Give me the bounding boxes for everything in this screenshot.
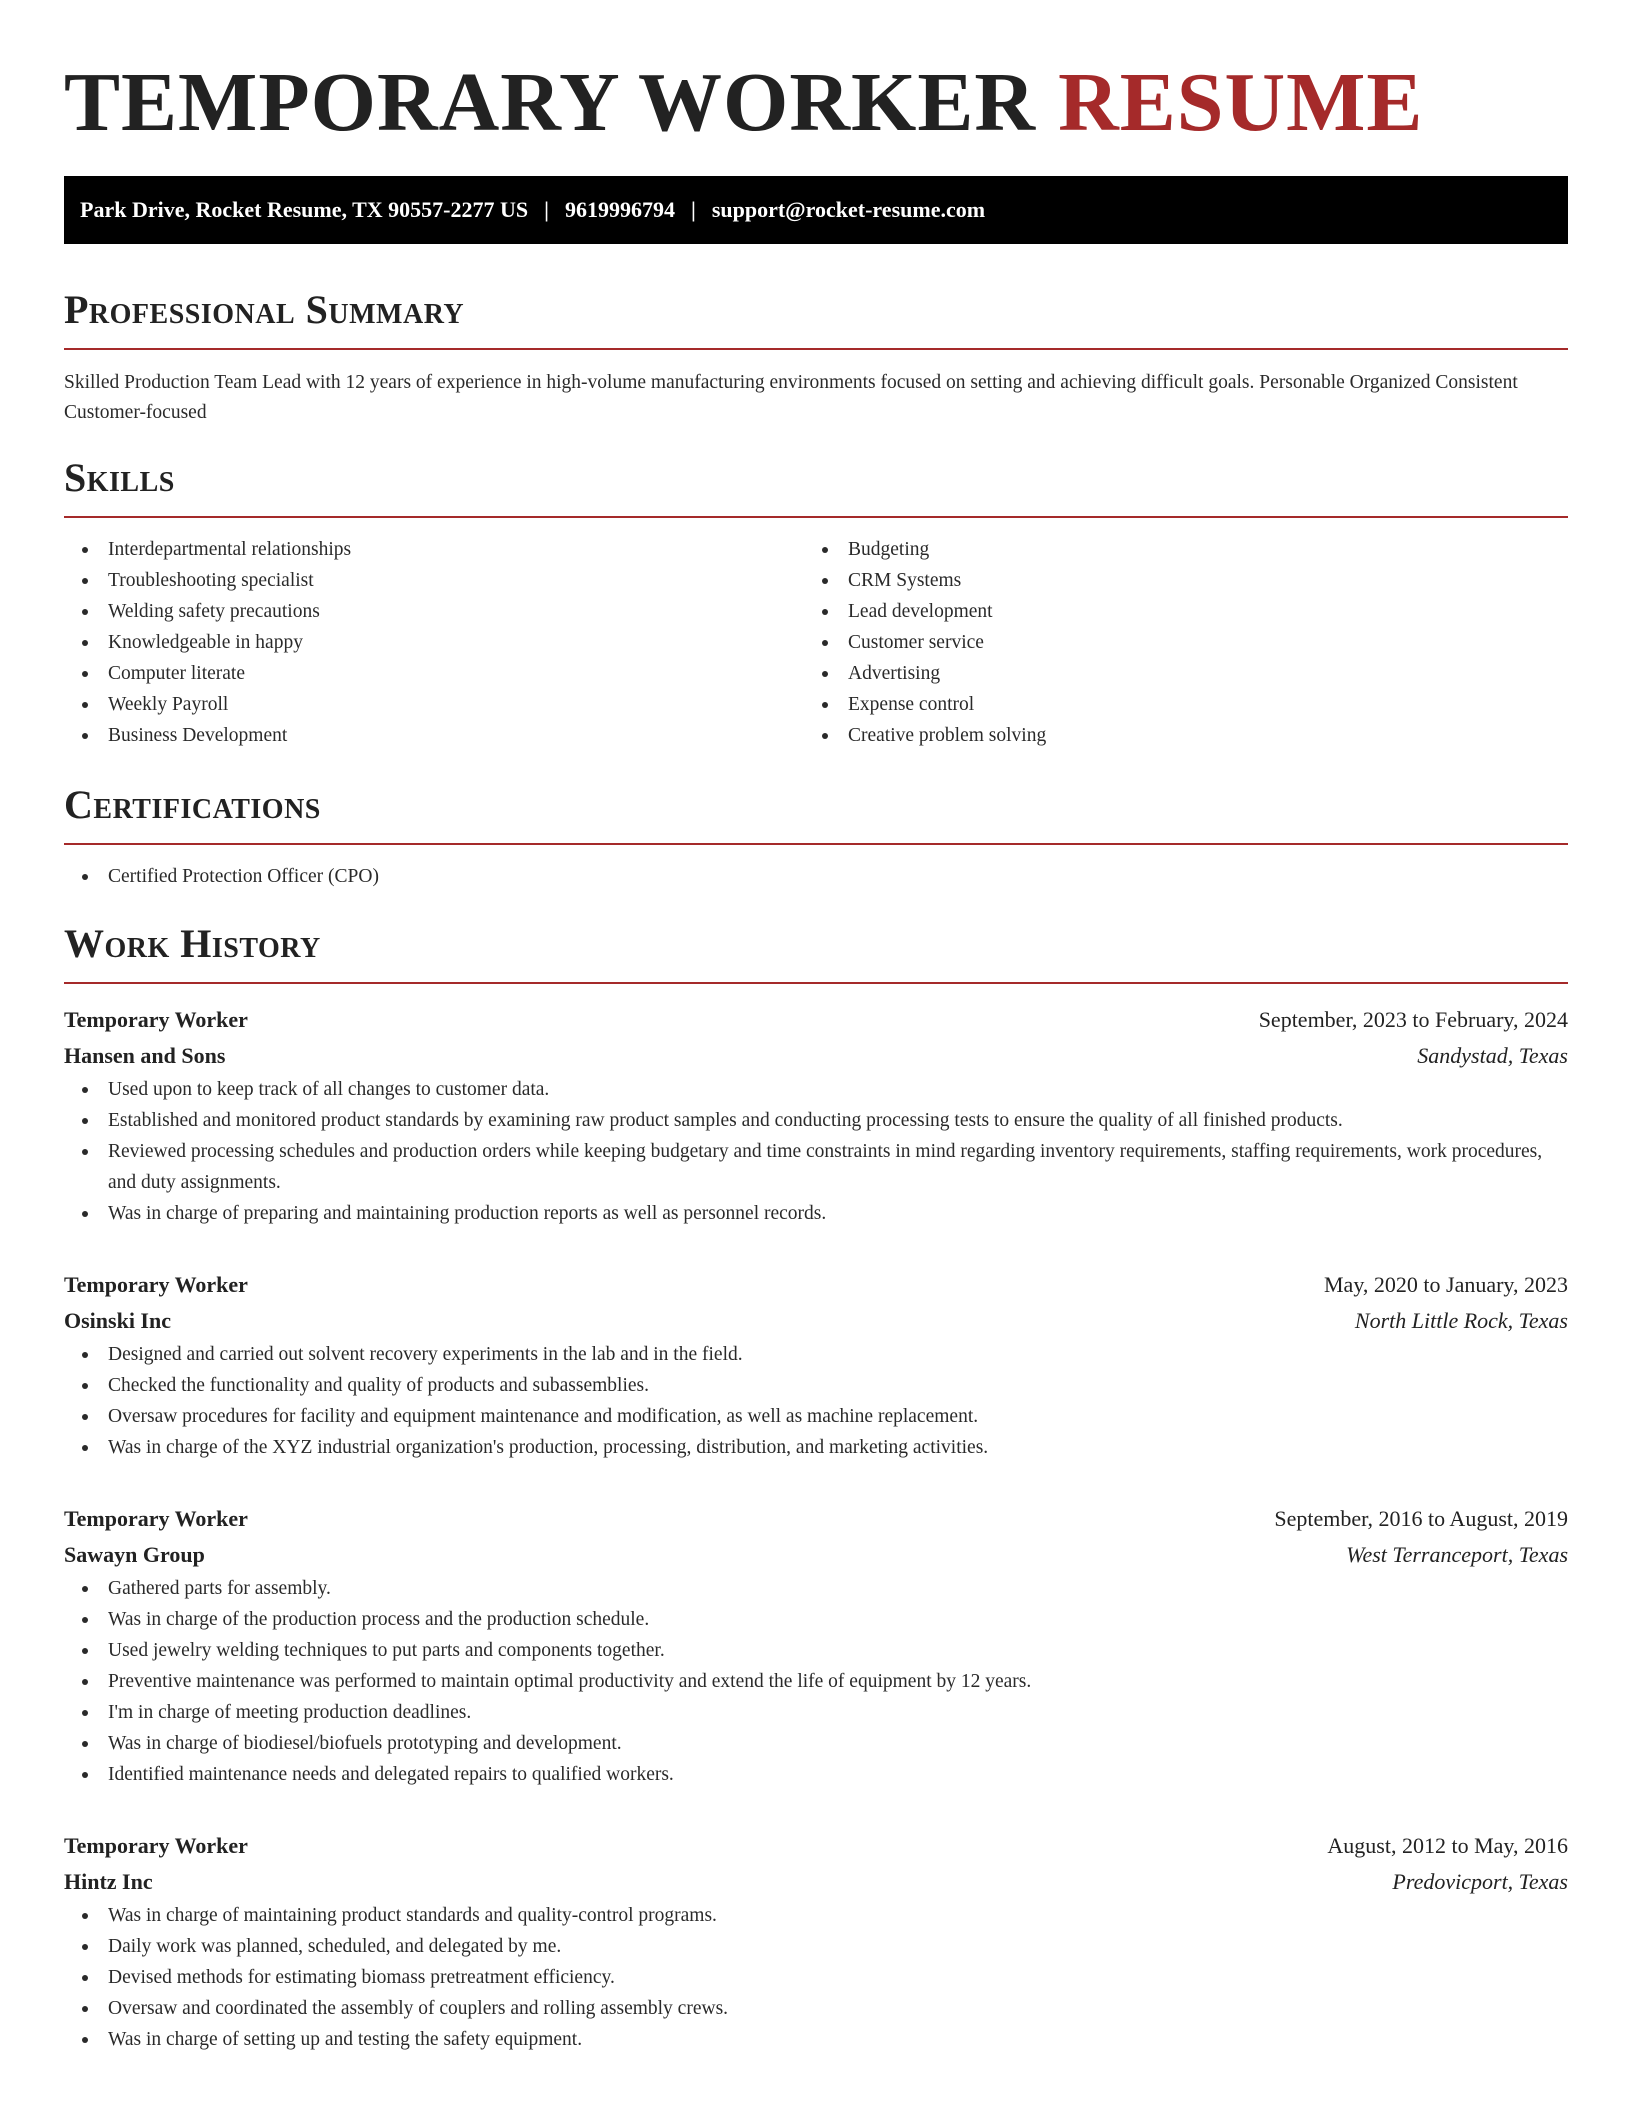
- job-subheader: [64, 1537, 1568, 1573]
- skill-item: Computer literate: [64, 658, 804, 689]
- job-bullet: Used jewelry welding techniques to put parts and components together.: [64, 1635, 1568, 1666]
- job-dates: May, 2020 to January, 2023: [1324, 1272, 1568, 1297]
- job-location: Sandystad, Texas: [1417, 1043, 1568, 1068]
- contact-separator: |: [690, 197, 696, 222]
- job-entry: [64, 1828, 1568, 2055]
- section-heading: Certifications: [64, 782, 321, 827]
- skill-item: Knowledgeable in happy: [64, 627, 804, 658]
- section-divider: [64, 982, 1568, 984]
- skill-item: Weekly Payroll: [64, 689, 804, 720]
- job-subheader: [64, 1864, 1568, 1900]
- section-heading: Skills: [64, 455, 175, 500]
- skill-item: Customer service: [804, 627, 1544, 658]
- summary-text: Skilled Production Team Lead with 12 years of experience in high-volume manufacturing environments focused on setting and achieving difficult goals. Personable Organized Consistent Customer-focused: [64, 372, 1518, 423]
- skills-grid: [64, 534, 1568, 751]
- job-bullet: Was in charge of the XYZ industrial organization's production, processing, distribution, and marketing activities.: [64, 1432, 1568, 1463]
- job-bullet: Checked the functionality and quality of products and subassemblies.: [64, 1370, 1568, 1401]
- job-bullet: Oversaw procedures for facility and equipment maintenance and modification, as well as machine replacement.: [64, 1401, 1568, 1432]
- job-company: Sawayn Group: [64, 1542, 205, 1567]
- job-title: Temporary Worker: [64, 1833, 248, 1858]
- skill-item: Lead development: [804, 596, 1544, 627]
- job-bullet: Reviewed processing schedules and production orders while keeping budgetary and time constraints in mind regarding inventory requirements, staffing requirements, work procedures, and duty assignments.: [64, 1136, 1568, 1198]
- job-bullet: Daily work was planned, scheduled, and delegated by me.: [64, 1931, 1568, 1962]
- job-title: Temporary Worker: [64, 1007, 248, 1032]
- job-dates: August, 2012 to May, 2016: [1327, 1833, 1568, 1858]
- job-company: Hintz Inc: [64, 1869, 153, 1894]
- resume-title: [64, 58, 1568, 148]
- job-bullet: Designed and carried out solvent recovery experiments in the lab and in the field.: [64, 1339, 1568, 1370]
- job-bullet: I'm in charge of meeting production deadlines.: [64, 1697, 1568, 1728]
- skills-list-right: [804, 534, 1544, 751]
- section-heading: Work History: [64, 921, 321, 966]
- job-bullet: Devised methods for estimating biomass pretreatment efficiency.: [64, 1962, 1568, 1993]
- job-bullets: [64, 1074, 1568, 1229]
- skill-item: Business Development: [64, 720, 804, 751]
- job-bullet: Established and monitored product standards by examining raw product samples and conducting processing tests to ensure the quality of all finished products.: [64, 1105, 1568, 1136]
- skill-item: Welding safety precautions: [64, 596, 804, 627]
- job-header: [64, 1828, 1568, 1864]
- job-bullet: Used upon to keep track of all changes to customer data.: [64, 1074, 1568, 1105]
- job-bullets: [64, 1339, 1568, 1463]
- skill-item: Interdepartmental relationships: [64, 534, 804, 565]
- certifications-list: [64, 861, 1568, 892]
- title-main: TEMPORARY WORKER: [64, 56, 1037, 149]
- skill-item: Creative problem solving: [804, 720, 1544, 751]
- job-bullet: Was in charge of biodiesel/biofuels prototyping and development.: [64, 1728, 1568, 1759]
- job-bullet: Preventive maintenance was performed to maintain optimal productivity and extend the life of equipment by 12 years.: [64, 1666, 1568, 1697]
- job-location: Predovicport, Texas: [1392, 1869, 1568, 1894]
- job-bullet: Identified maintenance needs and delegated repairs to qualified workers.: [64, 1759, 1568, 1790]
- job-entry: [64, 1267, 1568, 1463]
- job-dates: September, 2016 to August, 2019: [1274, 1506, 1568, 1531]
- contact-phone: 9619996794: [564, 197, 675, 222]
- job-bullet: Was in charge of the production process and the production schedule.: [64, 1604, 1568, 1635]
- skill-item: CRM Systems: [804, 565, 1544, 596]
- section-divider: [64, 348, 1568, 350]
- skill-item: Budgeting: [804, 534, 1544, 565]
- skill-item: Troubleshooting specialist: [64, 565, 804, 596]
- job-subheader: [64, 1303, 1568, 1339]
- resume-page: [64, 58, 1568, 2055]
- job-entry: [64, 1002, 1568, 1229]
- skills-section: [64, 454, 1568, 751]
- job-subheader: [64, 1038, 1568, 1074]
- job-bullet: Was in charge of preparing and maintaining production reports as well as personnel records.: [64, 1198, 1568, 1229]
- job-title: Temporary Worker: [64, 1506, 248, 1531]
- job-bullets: [64, 1900, 1568, 2055]
- job-header: [64, 1002, 1568, 1038]
- job-company: Osinski Inc: [64, 1308, 171, 1333]
- section-divider: [64, 843, 1568, 845]
- job-company: Hansen and Sons: [64, 1043, 226, 1068]
- job-title: Temporary Worker: [64, 1272, 248, 1297]
- contact-email[interactable]: support@rocket-resume.com: [711, 197, 986, 222]
- certifications-section: [64, 781, 1568, 892]
- job-bullets: [64, 1573, 1568, 1790]
- job-location: West Terranceport, Texas: [1346, 1542, 1568, 1567]
- skill-item: Advertising: [804, 658, 1544, 689]
- work-history-section: [64, 920, 1568, 2055]
- job-bullet: Oversaw and coordinated the assembly of couplers and rolling assembly crews.: [64, 1993, 1568, 2024]
- job-dates: September, 2023 to February, 2024: [1258, 1007, 1568, 1032]
- skill-item: Expense control: [804, 689, 1544, 720]
- job-header: [64, 1501, 1568, 1537]
- contact-separator: |: [544, 197, 549, 222]
- contact-address: Park Drive, Rocket Resume, TX 90557-2277 US: [80, 197, 529, 222]
- certification-item: Certified Protection Officer (CPO): [64, 861, 1568, 892]
- job-bullet: Was in charge of setting up and testing the safety equipment.: [64, 2024, 1568, 2055]
- job-header: [64, 1267, 1568, 1303]
- section-heading: Professional Summary: [64, 287, 465, 332]
- section-divider: [64, 516, 1568, 518]
- job-bullet: Gathered parts for assembly.: [64, 1573, 1568, 1604]
- job-entry: [64, 1501, 1568, 1790]
- contact-bar: [64, 176, 1568, 244]
- skills-list-left: [64, 534, 804, 751]
- title-accent: RESUME: [1058, 56, 1424, 149]
- summary-section: [64, 286, 1568, 428]
- job-location: North Little Rock, Texas: [1354, 1308, 1568, 1333]
- job-bullet: Was in charge of maintaining product standards and quality-control programs.: [64, 1900, 1568, 1931]
